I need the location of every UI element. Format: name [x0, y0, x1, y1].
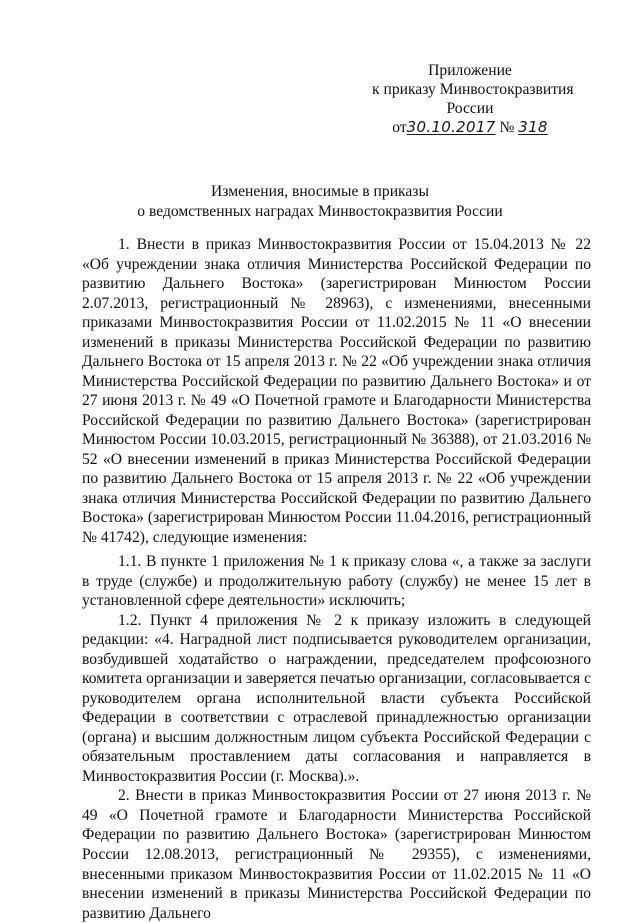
date-prefix: от	[392, 119, 407, 137]
title-line-1: Изменения, вносимые в приказы	[211, 183, 429, 200]
appendix-date-line	[372, 118, 568, 138]
number-prefix: №	[499, 119, 515, 137]
order-date: 30.10.2017	[406, 118, 496, 137]
document-body	[82, 235, 591, 923]
order-number: 318	[518, 118, 548, 137]
appendix-header	[372, 62, 574, 138]
title-line-2: о ведомственных наградах Минвостокразвития России	[137, 202, 503, 220]
paragraph-1-2: 1.2. Пункт 4 приложения № 2 к приказу изложить в следующей редакции: «4. Наградной лист подписывается руководителем организации, возбудившей ходатайство о награждении, председателем профсоюзного комитета организации и заверяется печатью организации, согласовывается с руководителем органа исполнительной власти субъекта Российской Федерации в соответствии с отраслевой принадлежностью организации (органа) и высшим должностным лицом субъекта Российской Федерации с обязательным проставлением даты согласования и направляется в Минвостокразвития России (г. Москва).».	[82, 611, 591, 785]
paragraph-1: 1. Внести в приказ Минвостокразвития России от 15.04.2013 № 22 «Об учреждении знака отличия Министерства Российской Федерации по развитию Дальнего Востока» (зарегистрирован Минюстом России 2.07.2013, регистрационный № 28963), с изменениями, внесенными приказами Минвостокразвития России от 11.02.2015 № 11 «О внесении изменений в приказы Министерства Российской Федерации по развитию Дальнего Востока от 15 апреля 2013 г. № 22 «Об учреждении знака отличия Министерства Российской Федерации по развитию Дальнего Востока» и от 27 июня 2013 г. № 49 «О Почетной грамоте и Благодарности Министерства Российской Федерации по развитию Дальнего Востока» (зарегистрирован Минюстом России 10.03.2015, регистрационный № 36388), от 21.03.2016 № 52 «О внесении изменений в приказ Министерства Российской Федерации по развитию Дальнего Востока от 15 апреля 2013 г. № 22 «Об учреждении знака отличия Министерства Российской Федерации по развитию Дальнего Востока» (зарегистрирован Минюстом России 11.04.2016, регистрационный № 41742), следующие изменения:	[82, 236, 591, 546]
appendix-country: России	[446, 99, 494, 117]
appendix-label: Приложение	[428, 62, 512, 79]
paragraph-2: 2. Внести в приказ Минвостокразвития России от 27 июня 2013 г. № 49 «О Почетной грамоте и Благодарности Министерства Российской Федерации по развитию Дальнего Востока» (зарегистрирован Минюстом России 12.08.2013, регистрационный № 29355), с изменениями, внесенными приказом Минвостокразвития России от 11.02.2015 № 11 «О внесении изменений в приказы Министерства Российской Федерации по развитию Дальнего	[82, 787, 591, 922]
document-title	[120, 182, 520, 221]
paragraph-1-1: 1.1. В пункте 1 приложения № 1 к приказу слова «, а также за заслуги в труде (службе) и продолжительную работу (службу) не менее 15 лет в установленной сфере деятельности» исключить;	[82, 553, 591, 610]
appendix-order-ref: к приказу Минвостокразвития	[372, 80, 574, 98]
